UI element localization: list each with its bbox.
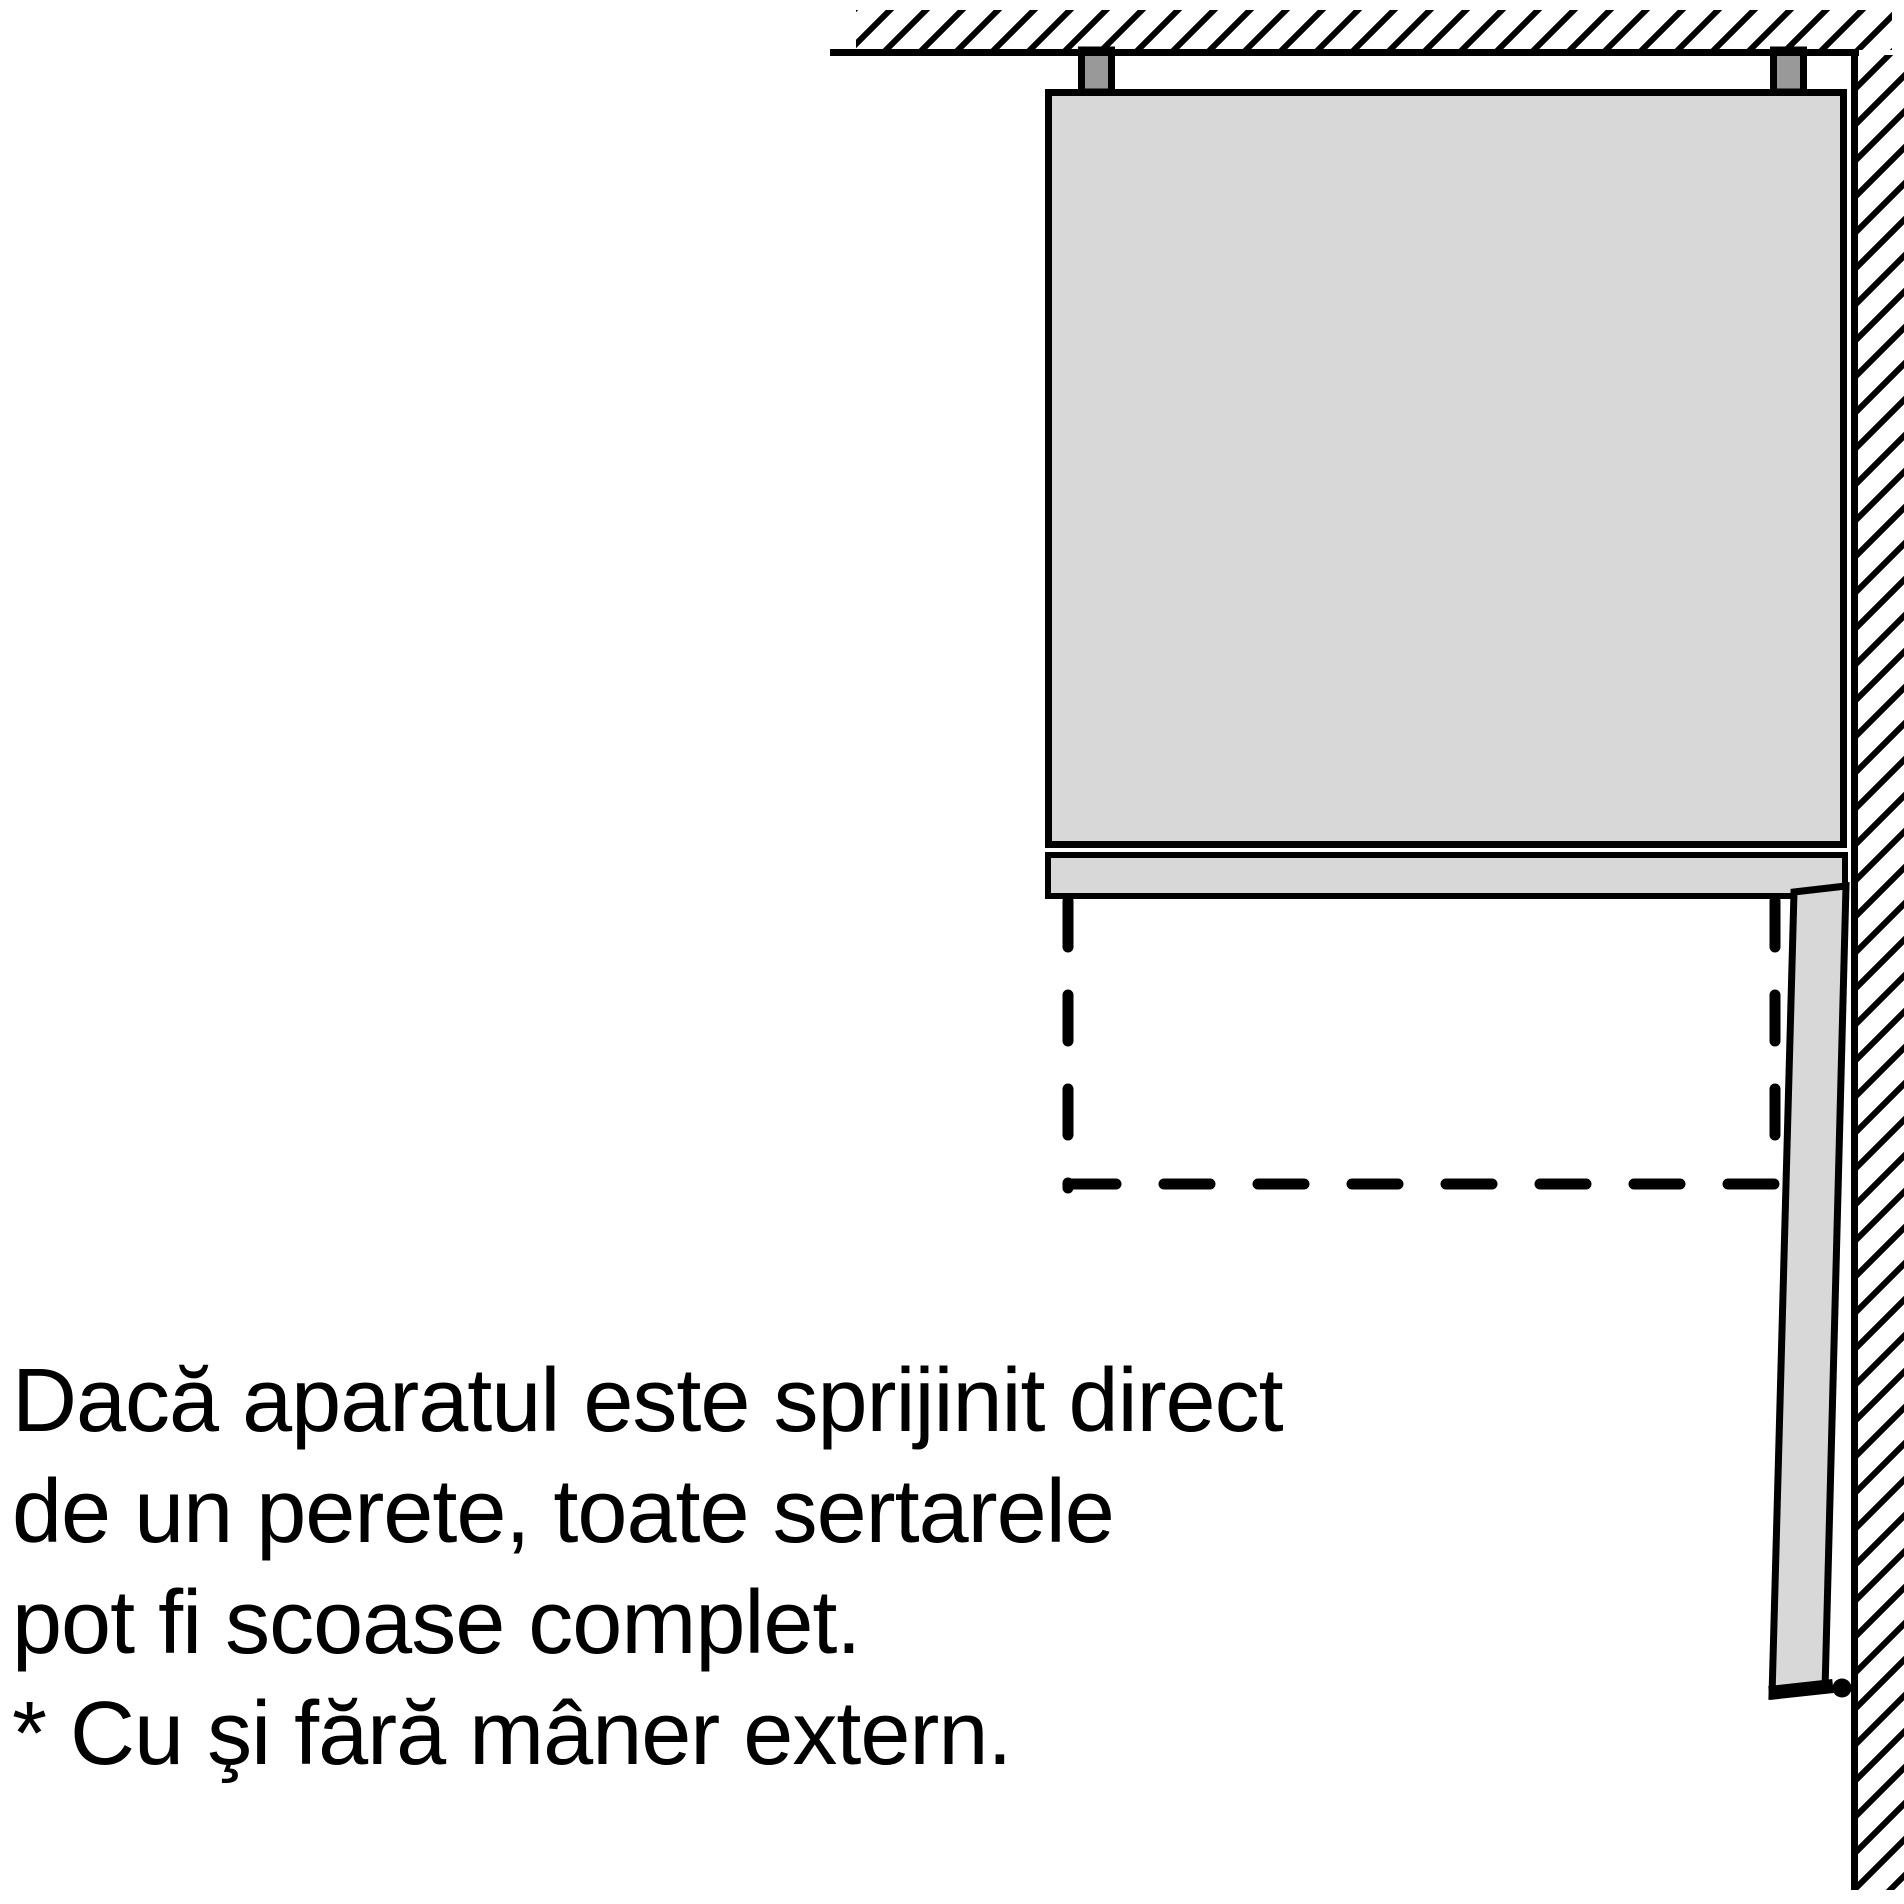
caption-line-3: pot fi scoase complet. [12,1573,861,1673]
caption-line-1: Dacă aparatul este sprijinit direct [12,1351,1283,1451]
caption [12,1346,1283,1790]
door-bottom-edge [1769,1686,1833,1693]
caption-line-4: * Cu şi fără mâner extern. [12,1684,1012,1784]
appliance-body [1049,93,1844,845]
ceiling-line [830,49,1859,56]
wall-hatching [1857,55,1904,1890]
door-hinge-dot [1833,1679,1852,1698]
wall-line [1851,49,1858,1890]
appliance-door [1772,886,1846,1696]
ceiling-hatching [856,10,1892,50]
wall-spacer-right [1774,50,1804,92]
caption-line-2: de un perete, toate sertarele [12,1462,1114,1562]
wall-spacer-left [1082,50,1112,92]
appliance-plinth [1048,855,1845,896]
